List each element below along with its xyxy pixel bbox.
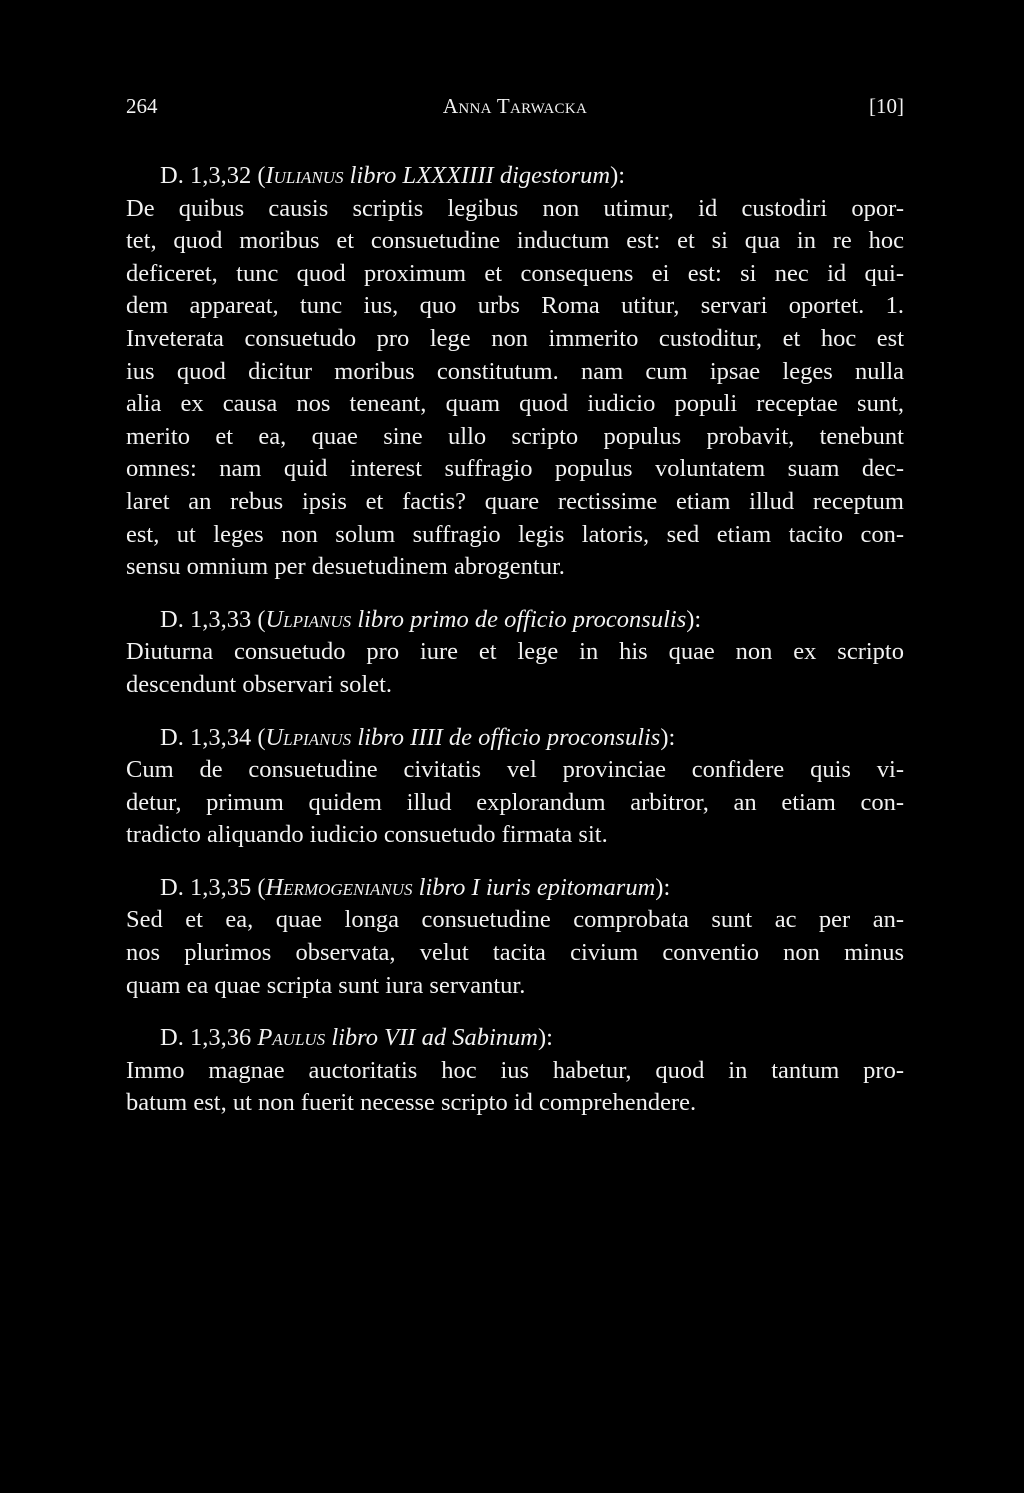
entry-citation bbox=[126, 722, 904, 755]
citation-jurist: Hermogenianus bbox=[265, 873, 413, 901]
page-number: 264 bbox=[126, 94, 158, 118]
text-line: merito et ea, quae sine ullo scripto populus probavit, tenebunt bbox=[126, 422, 904, 450]
citation-close: ): bbox=[537, 1024, 553, 1052]
citation-jurist: Iulianus bbox=[265, 162, 344, 189]
entry-text bbox=[126, 636, 904, 701]
citation-reference: D. 1,3,35 ( bbox=[160, 873, 266, 901]
text-line: ius quod dicitur moribus constitutum. nam cum ipsae leges nulla bbox=[126, 357, 904, 385]
text-line: dem appareat, tunc ius, quo urbs Roma utitur, servari oportet. 1. bbox=[126, 292, 904, 320]
text-line: batum est, ut non fuerit necesse scripto id comprehendere. bbox=[126, 1089, 697, 1117]
entry-text bbox=[126, 193, 904, 584]
text-line: Inveterata consuetudo pro lege non immerito custoditur, et hoc est bbox=[126, 324, 904, 352]
running-head bbox=[126, 92, 904, 120]
text-line: deficeret, tunc quod proximum et consequens ei est: si nec id qui- bbox=[126, 259, 904, 287]
body-text bbox=[126, 160, 904, 1140]
text-line: Cum de consuetudine civitatis vel provinciae confidere quis vi- bbox=[126, 756, 904, 784]
citation-reference: D. 1,3,33 ( bbox=[160, 605, 266, 633]
text-line: Sed et ea, quae longa consuetudine comprobata sunt ac per an- bbox=[126, 906, 904, 934]
text-line: tet, quod moribus et consuetudine inductum est: et si qua in re hoc bbox=[126, 227, 904, 255]
text-line: Immo magnae auctoritatis hoc ius habetur, quod in tantum pro- bbox=[126, 1056, 904, 1084]
digest-entry bbox=[126, 1022, 904, 1120]
text-line: est, ut leges non solum suffragio legis latoris, sed etiam tacito con- bbox=[126, 520, 904, 548]
citation-reference: D. 1,3,36 bbox=[160, 1024, 258, 1052]
text-line: omnes: nam quid interest suffragio populus voluntatem suam dec- bbox=[126, 455, 904, 483]
text-line: laret an rebus ipsis et factis? quare rectissime etiam illud receptum bbox=[126, 487, 904, 515]
citation-work: libro VII ad Sabinum bbox=[325, 1024, 538, 1052]
digest-entry bbox=[126, 604, 904, 702]
text-line: descendunt observari solet. bbox=[126, 670, 393, 698]
entry-text bbox=[126, 904, 904, 1002]
citation-work: libro I iuris epitomarum bbox=[412, 873, 656, 901]
entry-text bbox=[126, 1055, 904, 1120]
text-line: quam ea quae scripta sunt iura servantur. bbox=[126, 971, 526, 999]
digest-entry bbox=[126, 160, 904, 584]
citation-work: libro IIII de officio proconsulis bbox=[351, 723, 661, 751]
text-line: tradicto aliquando iudicio consuetudo firmata sit. bbox=[126, 821, 608, 849]
text-line: sensu omnium per desuetudinem abrogentur. bbox=[126, 553, 565, 581]
text-line: De quibus causis scriptis legibus non utimur, id custodiri opor- bbox=[126, 194, 904, 222]
citation-reference: D. 1,3,32 ( bbox=[160, 162, 266, 189]
text-line: Diuturna consuetudo pro iure et lege in his quae non ex scripto bbox=[126, 638, 904, 666]
text-line: alia ex causa nos teneant, quam quod iudicio populi receptae sunt, bbox=[126, 390, 904, 418]
entry-text bbox=[126, 754, 904, 852]
entry-citation bbox=[126, 160, 904, 193]
running-head-section: [10] bbox=[869, 94, 904, 118]
citation-close: ): bbox=[655, 873, 671, 901]
citation-jurist: Paulus bbox=[257, 1024, 326, 1052]
citation-jurist: Ulpianus bbox=[265, 723, 352, 751]
digest-entry bbox=[126, 722, 904, 852]
citation-close: ): bbox=[610, 162, 626, 189]
citation-close: ): bbox=[686, 605, 702, 633]
citation-jurist: Ulpianus bbox=[265, 605, 352, 633]
entry-citation bbox=[126, 1022, 904, 1055]
entry-citation bbox=[126, 604, 904, 637]
digest-entry bbox=[126, 872, 904, 1002]
citation-reference: D. 1,3,34 ( bbox=[160, 723, 266, 751]
text-line: nos plurimos observata, velut tacita civium conventio non minus bbox=[126, 939, 904, 967]
text-line: detur, primum quidem illud explorandum arbitror, an etiam con- bbox=[126, 788, 904, 816]
citation-close: ): bbox=[660, 723, 676, 751]
entry-citation bbox=[126, 872, 904, 905]
running-head-author: Anna Tarwacka bbox=[442, 94, 588, 118]
citation-work: libro primo de officio proconsulis bbox=[351, 605, 687, 633]
citation-work: libro LXXXIIII digestorum bbox=[343, 162, 611, 189]
